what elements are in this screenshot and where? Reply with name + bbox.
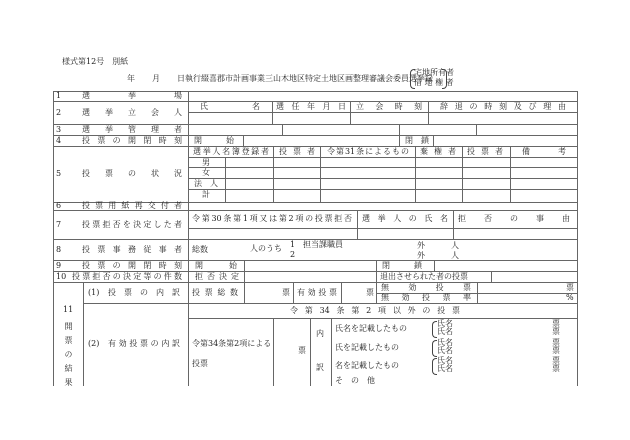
vote-unit: 票 <box>552 346 560 355</box>
row-number: 9 <box>56 261 62 270</box>
vote-unit: 票 <box>552 338 560 347</box>
name-label: 氏名 <box>437 319 453 328</box>
row-label: 選挙場 <box>82 91 182 100</box>
row-label: 投票の状況 <box>82 169 182 178</box>
row-label: 投票拒否を決定した者 <box>82 220 182 229</box>
staff-unit: 人 <box>451 251 459 260</box>
col-header: 令第30条第1項又は第2項の投票拒否 <box>192 214 352 223</box>
status-subrow-label: 男 <box>202 158 210 167</box>
col-header: 投票者 <box>279 147 315 156</box>
row-number: 7 <box>56 220 62 229</box>
row-number: 10 <box>56 272 67 281</box>
col-header: 棄権者 <box>420 147 456 156</box>
close-label: 閉 鎖 <box>382 261 422 270</box>
col-header: 立会時刻 <box>356 102 422 111</box>
staff-item-label: 担当課職員 <box>303 240 343 249</box>
row-label: 投票事務従事者 <box>82 245 182 254</box>
unit: 票 <box>366 288 374 297</box>
col-header: 氏 名 <box>200 102 260 111</box>
row-number: 2 <box>56 108 62 117</box>
vote-unit: 票 <box>552 327 560 336</box>
row-label: 投票の開閉時刻 <box>82 136 182 145</box>
staff-of-which: 人のうち <box>250 244 282 253</box>
row-label: 選挙立会人 <box>82 108 182 117</box>
status-field <box>510 189 578 203</box>
title-year: 年 <box>127 74 135 83</box>
col-header: 辞退の時刻及び理由 <box>440 102 566 111</box>
breakdown-item-label: 氏名を記載したもの <box>335 324 407 333</box>
vote-unit: 票 <box>552 356 560 365</box>
art34-votes-label: 令第34条第2項による投票 <box>192 339 272 368</box>
status-subrow-label: 女 <box>202 168 210 177</box>
row-number: 4 <box>56 136 62 145</box>
row-number: 1 <box>56 91 62 100</box>
open-label: 開 始 <box>194 136 234 145</box>
status-field <box>225 189 274 203</box>
row-number: 11 <box>63 305 74 314</box>
sub-number: (1) <box>88 288 100 297</box>
vote-unit: 票 <box>552 364 560 373</box>
name-label: 氏名 <box>437 356 453 365</box>
col-header: 投票者 <box>467 147 503 156</box>
unit: % <box>566 293 574 302</box>
col-header: 選挙人名簿登録者 <box>193 147 269 156</box>
total-votes-label: 投票総数 <box>192 288 238 297</box>
form-number: 様式第12号 別紙 <box>62 57 129 66</box>
status-field <box>462 189 511 203</box>
staff-other: 外 <box>417 241 425 250</box>
row-label: 投票用紙再交付者 <box>82 201 182 210</box>
row-label: 投票の開閉時刻 <box>82 261 182 270</box>
staff-item-number: 2 <box>290 250 296 259</box>
staff-total-label: 総数 <box>192 245 208 254</box>
expelled-label: 退出させられた者の投票 <box>380 272 468 281</box>
name-label: 氏名 <box>437 338 453 347</box>
name-label: 氏名 <box>437 364 453 373</box>
col-header: 選任年月日 <box>276 102 346 111</box>
row-number: 3 <box>56 125 62 134</box>
breakdown-label: 訳 <box>316 363 324 372</box>
staff-cell <box>188 239 578 261</box>
unit: 票 <box>566 283 574 292</box>
breakdown-item-label: そ の 他 <box>335 376 375 385</box>
invalid-rate-label: 無効投票率 <box>381 293 471 302</box>
name-label: 氏名 <box>437 346 453 355</box>
row-number: 6 <box>56 201 62 210</box>
staff-unit: 人 <box>451 241 459 250</box>
sub-number: (2) <box>88 339 100 348</box>
staff-item-number: 1 <box>290 240 296 249</box>
vote-unit: 票 <box>552 319 560 328</box>
sub-label: 有効投票の内訳 <box>108 339 180 348</box>
col-header: 拒否の事由 <box>458 214 570 223</box>
close-label: 閉 鎖 <box>405 136 429 145</box>
col-header: 選挙人の氏名 <box>362 214 448 223</box>
unit: 票 <box>282 288 290 297</box>
title-month: 月 <box>152 74 160 83</box>
status-subrow-label: 法 人 <box>194 179 218 188</box>
sub-label: 投票の内訳 <box>108 288 180 297</box>
refusal-label: 拒否決定 <box>195 272 239 281</box>
open-label: 開 始 <box>195 261 237 270</box>
breakdown-item-label: 名を記載したもの <box>335 361 399 370</box>
row-label: 選挙管理者 <box>82 125 182 134</box>
invalid-votes-label: 無効投票 <box>381 283 471 292</box>
name-label: 氏名 <box>437 327 453 336</box>
staff-other: 外 <box>417 251 425 260</box>
breakdown-label: 内 <box>316 329 324 338</box>
status-subrow-label: 計 <box>202 190 210 199</box>
breakdown-item-label: 氏を記載したもの <box>335 343 399 352</box>
status-field <box>415 189 463 203</box>
status-field <box>320 189 416 203</box>
row-label: 投票拒否の決定等の件数 <box>72 272 182 281</box>
unit: 票 <box>298 346 306 355</box>
row-number: 5 <box>56 169 62 178</box>
bracket-bottom-text: 借 地 権 者 <box>414 78 454 87</box>
status-field <box>273 189 321 203</box>
col-header: 令第31条によるもの <box>327 147 409 156</box>
row-number: 8 <box>56 245 62 254</box>
row-label: 開票の結果 <box>64 322 73 392</box>
valid-votes-label: 有効投票 <box>297 288 337 297</box>
document-title: 日執行綴喜郡市計画事業三山木地区特定土地区画整理審議会委員選挙録 <box>177 74 433 83</box>
col-header: 備 考 <box>522 147 566 156</box>
other-votes-header: 令第34条第2項以外の投票 <box>290 306 460 315</box>
bracket-top-text: 宅地所有者 <box>414 68 454 77</box>
